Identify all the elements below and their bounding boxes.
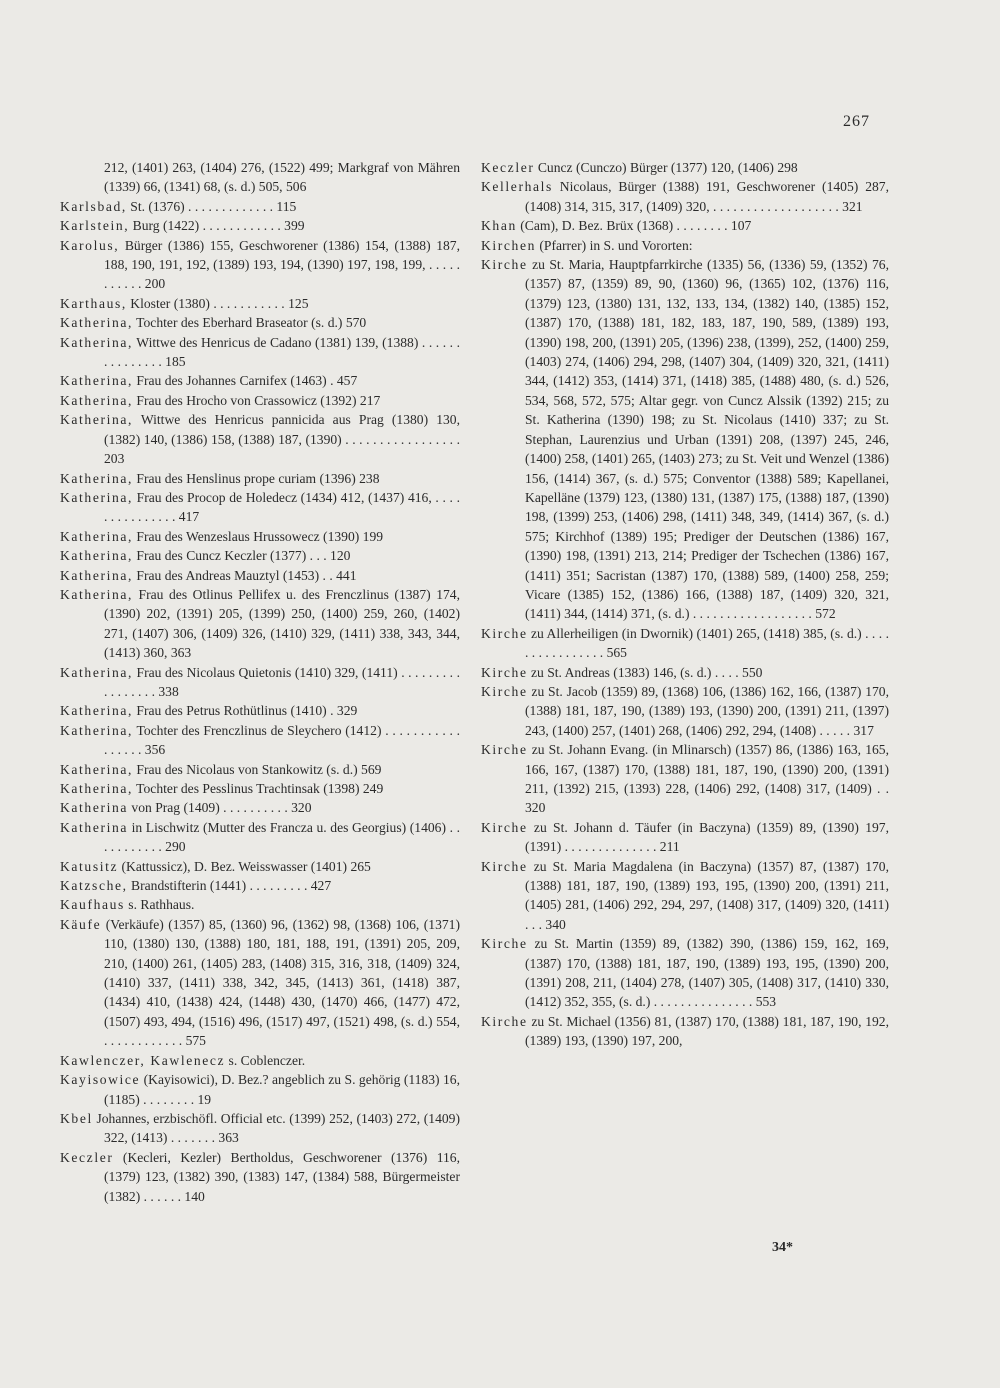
entry-text: Frau des Cuncz Keczler (1377) . . . 120 bbox=[133, 548, 351, 564]
entry-headword: Kirche bbox=[481, 257, 528, 273]
entry-text: Wittwe des Henricus pannicida aus Prag (1380) 130, (1382) 140, (1386) 158, (1388) 187, (1390) . . . . . . . . . . . . . . . . . 203 bbox=[104, 412, 460, 467]
entry-text: Frau des Procop de Holedecz (1434) 412, (1437) 416, . . . . . . . . . . . . . . . 417 bbox=[104, 489, 460, 525]
entry-text: Frau des Nicolaus von Stankowitz (s. d.) 569 bbox=[133, 761, 382, 777]
index-entry bbox=[481, 934, 889, 1012]
entry-headword: Kirchen bbox=[481, 237, 536, 253]
index-entry bbox=[60, 798, 460, 817]
index-entry bbox=[60, 1148, 460, 1206]
entry-headword: Katherina, bbox=[60, 722, 133, 738]
entry-headword: Kirche bbox=[481, 936, 528, 952]
index-entry bbox=[60, 721, 460, 760]
index-entry bbox=[481, 682, 889, 740]
entry-text: Tochter des Frenczlinus de Sleychero (1412) . . . . . . . . . . . . . . . . . 356 bbox=[104, 722, 460, 758]
entry-headword: Kawlenczer, Kawlenecz bbox=[60, 1052, 226, 1068]
index-entry bbox=[481, 236, 889, 255]
entry-text: zu St. Maria, Hauptpfarrkirche (1335) 56, (1336) 59, (1352) 76, (1357) 87, (1359) 89, 90, (1360) 96, (1365) 102, (1376) 116, (1379) 123, (1380) 131, 132, 133, 134, (1382) 140, (1385) 152, (1387) 170, (1388) 181, 182, 183, 187, 190, 589, (1389) 193, (1390) 198, 200, (1391) 205, (1396) 238, (1399), 252, (1400) 259, (1403) 274, (1406) 294, 298, (1407) 304, (1409) 320, 321, (1411) 344, (1412) 353, (1414) 371, (1418) 385, (1488) 480, (s. d.) 526, 534, 568, 572, 575; Altar gegr. von Cuncz Alssik (1392) 215; zu St. Katherina (1390) 198; zu St. Nicolaus (1410) 337; zu St. Stephan, Laurenzius und Urban (1391) 208, (1397) 245, 246, (1400) 258, (1401) 265, (1403) 273; zu St. Veit und Wenzel (1386) 156, (1414) 367, (s. d.) 575; Conventor (1388) 589; Kapellanei, Kapelläne (1379) 123, (1380) 131, (1387) 175, (1388) 187, (1390) 198, (1399) 253, (1406) 298, (1411) 348, 349, (1414) 367, (s. d.) 575; Kirchhof (1389) 195; Prediger der Deutschen (1386) 167, (1390) 198, (1391) 213, 214; Prediger der Tschechen (1386) 167, (1411) 351; Sacristan (1387) 170, (1388) 589, (1400) 258, 259; Vicare (1385) 152, (1386) 166, (1388) 187, (1409) 320, 321, (1411) 344, (1414) 371, (s. d.) . . . . . . . . . . . . . . . . . . 572 bbox=[525, 257, 889, 622]
index-entry bbox=[481, 857, 889, 935]
entry-headword: Katherina, bbox=[60, 412, 133, 428]
entry-headword: Karlsbad, bbox=[60, 198, 127, 214]
index-entry bbox=[60, 216, 460, 235]
entry-text: Wittwe des Henricus de Cadano (1381) 139, (1388) . . . . . . . . . . . . . . . 185 bbox=[104, 334, 460, 370]
entry-headword: Katherina, bbox=[60, 781, 133, 796]
index-entry bbox=[60, 391, 460, 410]
entry-headword: Khan bbox=[481, 218, 517, 234]
index-entry bbox=[60, 527, 460, 546]
index-entry bbox=[60, 818, 460, 857]
index-entry bbox=[481, 1012, 889, 1051]
entry-headword: Kirche bbox=[481, 683, 528, 699]
index-entry bbox=[60, 760, 460, 779]
index-column-left bbox=[60, 158, 460, 1206]
entry-text: Frau des Petrus Rothütlinus (1410) . 329 bbox=[133, 703, 358, 719]
entry-text: Tochter des Eberhard Braseator (s. d.) 570 bbox=[133, 315, 367, 331]
index-entry bbox=[60, 488, 460, 527]
index-entry bbox=[60, 313, 460, 332]
entry-text: Tochter des Pesslinus Trachtinsak (1398) 249 bbox=[133, 781, 384, 796]
entry-headword: Kirche bbox=[481, 819, 528, 835]
index-entry bbox=[481, 255, 889, 624]
entry-text: Frau des Henslinus prope curiam (1396) 238 bbox=[133, 470, 380, 486]
index-entry bbox=[60, 469, 460, 488]
entry-headword: Karlstein, bbox=[60, 218, 130, 234]
entry-headword: Käufe bbox=[60, 916, 102, 932]
index-entry bbox=[60, 294, 460, 313]
index-entry bbox=[60, 701, 460, 720]
index-entry bbox=[60, 876, 460, 895]
index-entry bbox=[60, 663, 460, 702]
index-entry bbox=[60, 585, 460, 663]
index-entry bbox=[481, 624, 889, 663]
entry-text: (Verkäufe) (1357) 85, (1360) 96, (1362) 98, (1368) 106, (1371) 110, (1380) 130, (1388) 180, 181, 188, 191, (1391) 205, 209, 210, (1400) 261, (1405) 283, (1408) 315, 316, 318, (1409) 324, (1410) 337, (1411) 338, 342, 345, (1413) 361, (1418) 387, (1434) 410, (1438) 424, (1448) 430, (1470) 466, (1477) 472, (1507) 493, 494, (1516) 496, (1517) 497, (1521) 498, (s. d.) 554, . . . . . . . . . . . . 575 bbox=[101, 916, 460, 1049]
entry-headword: Katherina, bbox=[60, 761, 133, 777]
index-entry bbox=[60, 236, 460, 294]
entry-text: Cuncz (Cunczo) Bürger (1377) 120, (1406) 298 bbox=[534, 160, 798, 175]
index-entry bbox=[60, 1070, 460, 1109]
index-entry bbox=[60, 895, 460, 914]
entry-text: Frau des Nicolaus Quietonis (1410) 329, (1411) . . . . . . . . . . . . . . . . . 338 bbox=[104, 664, 460, 699]
index-entry bbox=[481, 177, 889, 216]
index-entry bbox=[60, 333, 460, 372]
entry-text: Frau des Hrocho von Crassowicz (1392) 217 bbox=[133, 392, 381, 408]
entry-text: zu St. Martin (1359) 89, (1382) 390, (1386) 159, 162, 169, (1387) 170, (1388) 181, 187, 190, (1389) 193, 195, (1390) 200, (1391) 208, 211, (1404) 278, (1407) 305, (1408) 317, (1410) 330, (1412) 352, 355, (s. d.) . . . . . . . . . . . . . . . 553 bbox=[525, 936, 889, 1010]
entry-headword: Kirche bbox=[481, 1013, 528, 1029]
index-entry bbox=[60, 915, 460, 1051]
index-entry bbox=[60, 546, 460, 565]
entry-text: zu St. Michael (1356) 81, (1387) 170, (1388) 181, 187, 190, 192, (1389) 193, (1390) 197, 200, bbox=[525, 1013, 889, 1049]
entry-text: (Kecleri, Kezler) Bertholdus, Geschworener (1376) 116, (1379) 123, (1382) 390, (1383) 147, (1384) 588, Bürgermeister (1382) . . . . . . 140 bbox=[104, 1149, 460, 1204]
entry-headword: Katherina, bbox=[60, 703, 133, 719]
entry-headword: Karolus, bbox=[60, 237, 120, 253]
entry-text: St. (1376) . . . . . . . . . . . . . 115 bbox=[126, 198, 297, 214]
entry-headword: Keczler bbox=[60, 1149, 114, 1165]
index-entry bbox=[60, 371, 460, 390]
entry-text: Burg (1422) . . . . . . . . . . . . 399 bbox=[129, 218, 305, 234]
entry-text: von Prag (1409) . . . . . . . . . . 320 bbox=[128, 800, 312, 816]
entry-text: Kloster (1380) . . . . . . . . . . . 125 bbox=[126, 295, 309, 311]
entry-text: 212, (1401) 263, (1404) 276, (1522) 499; Markgraf von Mähren (1339) 66, (1341) 68, (s. d.) 505, 506 bbox=[104, 160, 460, 195]
index-entry bbox=[60, 857, 460, 876]
entry-text: (Kayisowici), D. Bez.? angeblich zu S. gehörig (1183) 16, (1185) . . . . . . . . 19 bbox=[104, 1072, 460, 1107]
entry-text: zu St. Johann Evang. (in Mlinarsch) (1357) 86, (1386) 163, 165, 166, 167, (1387) 170, (1388) 181, 187, 190, (1390) 200, (1391) 211, (1392) 215, (1393) 228, (1406) 292, (1408) 317, (1409) . . 320 bbox=[525, 742, 889, 816]
entry-text: Brandstifterin (1441) . . . . . . . . . 427 bbox=[127, 878, 332, 894]
index-entry bbox=[60, 1109, 460, 1148]
entry-headword: Kayisowice bbox=[60, 1072, 141, 1088]
index-entry bbox=[60, 197, 460, 216]
entry-text: Nicolaus, Bürger (1388) 191, Geschworener (1405) 287, (1408) 314, 315, 317, (1409) 320, . . . . . . . . . . . . . . . . . . . 321 bbox=[525, 179, 889, 214]
entry-text: Bürger (1386) 155, Geschworener (1386) 154, (1388) 187, 188, 190, 191, 192, (1389) 193, 194, (1390) 197, 198, 199, . . . . . . . . . . . 200 bbox=[104, 237, 460, 292]
entry-text: in Lischwitz (Mutter des Francza u. des Georgius) (1406) . . . . . . . . . . . 290 bbox=[104, 819, 460, 855]
index-entry bbox=[481, 740, 889, 818]
entry-text: Frau des Andreas Mauztyl (1453) . . 441 bbox=[133, 567, 357, 583]
entry-headword: Kirche bbox=[481, 858, 528, 874]
index-entry bbox=[60, 779, 460, 798]
index-entry bbox=[481, 818, 889, 857]
entry-headword: Katherina, bbox=[60, 567, 133, 583]
index-column-right bbox=[481, 158, 889, 1051]
entry-headword: Kaufhaus bbox=[60, 897, 125, 913]
entry-headword: Kirche bbox=[481, 742, 528, 758]
entry-text: zu St. Maria Magdalena (in Baczyna) (1357) 87, (1387) 170, (1388) 181, 187, 190, (1389) 193, 195, (1390) 200, (1391) 211, (1405) 281, (1406) 292, 294, 297, (1408) 317, (1409) 320, (1411) . . . 340 bbox=[525, 858, 889, 932]
page-number: 267 bbox=[843, 113, 870, 130]
entry-headword: Katherina bbox=[60, 800, 128, 816]
entry-headword: Kirche bbox=[481, 664, 528, 680]
entry-headword: Katherina, bbox=[60, 489, 133, 505]
entry-headword: Katherina, bbox=[60, 470, 133, 486]
entry-text: (Cam), D. Bez. Brüx (1368) . . . . . . . . 107 bbox=[516, 218, 752, 234]
entry-text: Frau des Johannes Carnifex (1463) . 457 bbox=[133, 373, 358, 389]
entry-text: s. Rathhaus. bbox=[124, 897, 195, 913]
index-entry bbox=[60, 410, 460, 468]
entry-headword: Kellerhals bbox=[481, 179, 553, 195]
entry-headword: Katherina, bbox=[60, 315, 133, 331]
index-entry bbox=[481, 216, 889, 235]
entry-headword: Kirche bbox=[481, 625, 528, 641]
entry-headword: Katherina, bbox=[60, 664, 133, 680]
entry-headword: Kbel bbox=[60, 1110, 93, 1126]
entry-text: Johannes, erzbischöfl. Official etc. (1399) 252, (1403) 272, (1409) 322, (1413) . . . . . . . 363 bbox=[92, 1110, 460, 1146]
entry-headword: Keczler bbox=[481, 160, 535, 175]
entry-text: (Kattussicz), D. Bez. Weisswasser (1401) 265 bbox=[118, 858, 371, 874]
entry-headword: Katherina, bbox=[60, 528, 133, 544]
index-entry bbox=[60, 158, 460, 197]
entry-headword: Katherina bbox=[60, 819, 128, 835]
entry-headword: Katherina, bbox=[60, 586, 133, 602]
entry-headword: Katherina, bbox=[60, 373, 133, 389]
index-entry bbox=[60, 1051, 460, 1070]
entry-text: (Pfarrer) in S. und Vororten: bbox=[535, 237, 693, 253]
entry-headword: Katzsche, bbox=[60, 878, 128, 894]
entry-text: zu St. Andreas (1383) 146, (s. d.) . . . . 550 bbox=[527, 664, 763, 680]
entry-text: Frau des Otlinus Pellifex u. des Frenczlinus (1387) 174, (1390) 202, (1391) 205, (1399) 250, (1400) 259, 260, (1402) 271, (1407) 306, (1409) 326, (1410) 329, (1411) 338, 343, 344, (1413) 360, 363 bbox=[104, 586, 460, 661]
entry-text: zu Allerheiligen (in Dwornik) (1401) 265, (1418) 385, (s. d.) . . . . . . . . . . . . . . . . 565 bbox=[525, 625, 889, 661]
entry-headword: Katherina, bbox=[60, 392, 133, 408]
entry-text: zu St. Johann d. Täufer (in Baczyna) (1359) 89, (1390) 197, (1391) . . . . . . . . . . . . . . 211 bbox=[525, 819, 889, 855]
entry-headword: Katherina, bbox=[60, 548, 133, 564]
index-entry bbox=[481, 663, 889, 682]
entry-text: zu St. Jacob (1359) 89, (1368) 106, (1386) 162, 166, (1387) 170, (1388) 181, 187, 190, (1389) 193, (1390) 200, (1391) 211, (1397) 243, (1400) 257, (1401) 268, (1406) 292, 294, (1408) . . . . . 317 bbox=[525, 683, 889, 738]
entry-headword: Karthaus, bbox=[60, 295, 127, 311]
index-entry bbox=[60, 566, 460, 585]
entry-text: s. Coblenczer. bbox=[225, 1052, 306, 1068]
entry-text: Frau des Wenzeslaus Hrussowecz (1390) 199 bbox=[133, 528, 384, 544]
entry-headword: Katherina, bbox=[60, 334, 133, 350]
index-entry bbox=[481, 158, 889, 177]
signature-mark: 34* bbox=[772, 1240, 793, 1255]
entry-headword: Katusitz bbox=[60, 858, 119, 874]
